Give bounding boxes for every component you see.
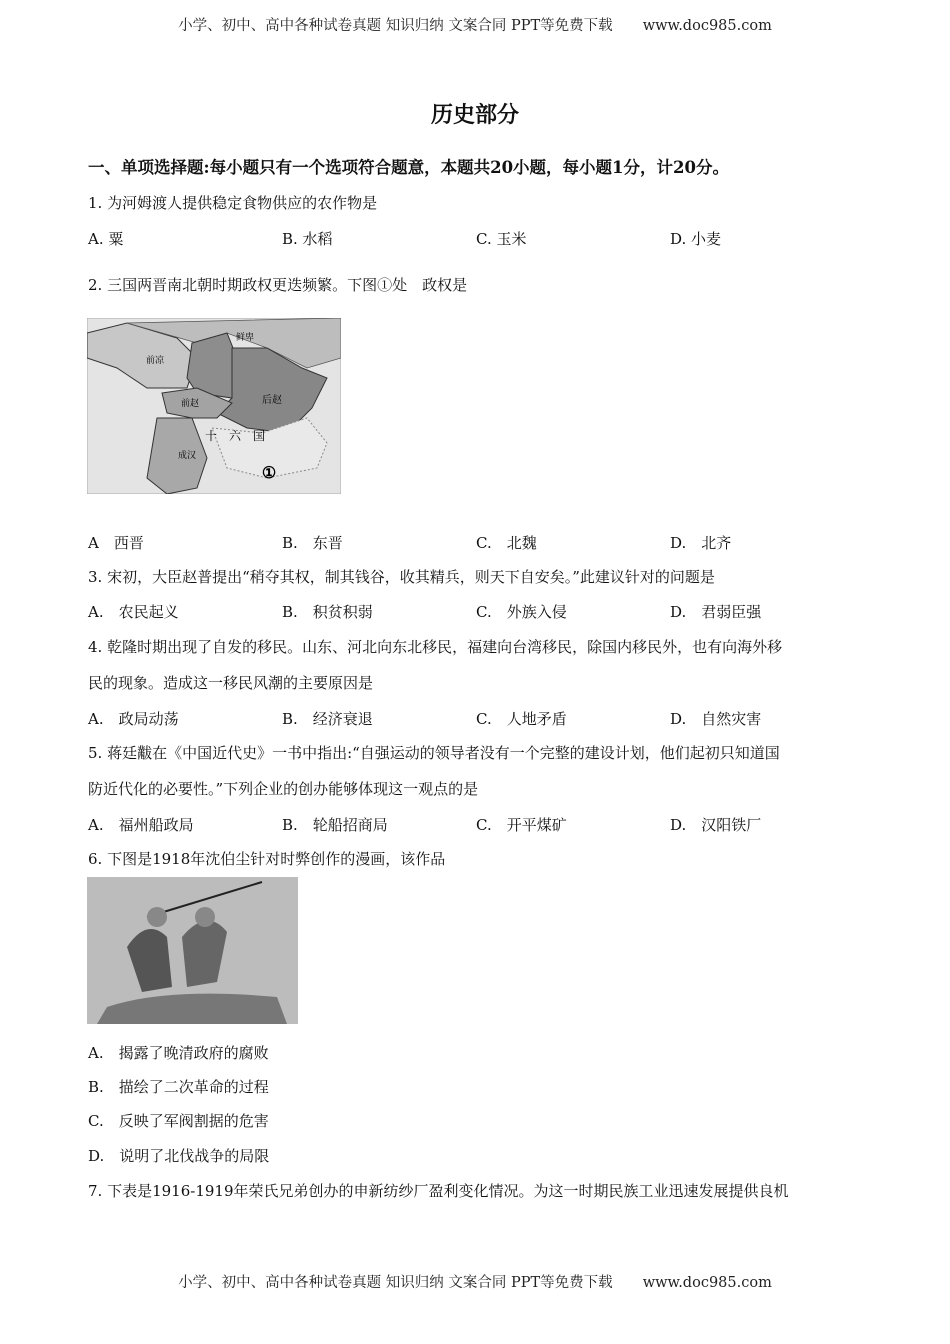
question-2-stem: 2. 三国两晋南北朝时期政权更迭频繁。下图①处 政权是 — [88, 276, 468, 294]
q1-option-d: D. 小麦 — [670, 230, 722, 248]
map-label-xianbei: 鲜卑 — [235, 333, 255, 343]
q3-option-d: D. 君弱臣强 — [670, 603, 762, 621]
q5-option-a: A. 福州船政局 — [88, 816, 194, 834]
q5-option-c: C. 开平煤矿 — [476, 816, 567, 834]
q6-option-c: C. 反映了军阀割据的危害 — [88, 1112, 269, 1130]
page-footer — [0, 1271, 950, 1292]
question-7-stem: 7. 下表是1916-1919年荣氏兄弟创办的申新纺纱厂盈利变化情况。为这一时期民族工业迅速发展提供良机 — [88, 1182, 789, 1200]
q2-option-d: D. 北齐 — [670, 534, 732, 552]
map-marker-1: ① — [261, 463, 277, 482]
question-1-stem: 1. 为河姆渡人提供稳定食物供应的农作物是 — [88, 194, 378, 212]
header-text: 小学、初中、高中各种试卷真题 知识归纳 文案合同 PPT等免费下载 — [178, 18, 613, 34]
question-5-stem: 5. 蒋廷黻在《中国近代史》一书中指出:“自强运动的领导者没有一个完整的建设计划，他们起初只知道国 — [88, 744, 780, 762]
q5-option-d: D. 汉阳铁厂 — [670, 816, 762, 834]
q2-option-c: C. 北魏 — [476, 534, 537, 552]
question-6-stem: 6. 下图是1918年沈伯尘针对时弊创作的漫画，该作品 — [88, 850, 446, 868]
question-5-stem-cont: 防近代化的必要性。”下列企业的创办能够体现这一观点的是 — [88, 780, 479, 798]
map-label-qianzhao: 前赵 — [180, 399, 200, 409]
q4-option-d: D. 自然灾害 — [670, 710, 762, 728]
section-heading: 一、单项选择题:每小题只有一个选项符合题意，本题共20小题，每小题1分，计20分。 — [88, 158, 729, 177]
question-4-stem-cont: 民的现象。造成这一移民风潮的主要原因是 — [88, 674, 374, 692]
q6-option-b: B. 描绘了二次革命的过程 — [88, 1078, 269, 1096]
q1-option-b: B. 水稻 — [282, 230, 333, 248]
q4-option-b: B. 经济衰退 — [282, 710, 373, 728]
map-label-chenghan: 成汉 — [177, 451, 197, 461]
footer-url[interactable]: www.doc985.com — [642, 1275, 772, 1291]
footer-text: 小学、初中、高中各种试卷真题 知识归纳 文案合同 PPT等免费下载 — [178, 1275, 613, 1291]
sixteen-kingdoms-map — [87, 318, 341, 494]
map-label-qianliang: 前凉 — [145, 356, 165, 366]
map-label-sixteen-kingdoms: 十 六 国 — [204, 429, 266, 443]
q2-option-b: B. 东晋 — [282, 534, 343, 552]
page-title: 历史部分 — [430, 102, 519, 128]
q4-option-c: C. 人地矛盾 — [476, 710, 567, 728]
q2-option-a: A 西晋 — [88, 534, 144, 552]
q3-option-a: A. 农民起义 — [88, 603, 179, 621]
q4-option-a: A. 政局动荡 — [88, 710, 179, 728]
question-4-stem: 4. 乾隆时期出现了自发的移民。山东、河北向东北移民，福建向台湾移民，除国内移民外，也有向海外移 — [88, 638, 783, 656]
header-url[interactable]: www.doc985.com — [642, 18, 772, 34]
map-label-houzhao: 后赵 — [262, 395, 282, 406]
q3-option-c: C. 外族入侵 — [476, 603, 567, 621]
question-3-stem: 3. 宋初，大臣赵普提出“稍夺其权，制其钱谷，收其精兵，则天下自安矣。”此建议针对的问题是 — [88, 568, 715, 586]
q1-option-c: C. 玉米 — [476, 230, 527, 248]
q6-option-a: A. 揭露了晚清政府的腐败 — [88, 1044, 269, 1062]
page-header — [0, 14, 950, 35]
political-cartoon-image — [87, 877, 298, 1024]
q1-option-a: A. 粟 — [88, 230, 124, 248]
q5-option-b: B. 轮船招商局 — [282, 816, 388, 834]
q6-option-d: D. 说明了北伐战争的局限 — [88, 1147, 270, 1165]
q3-option-b: B. 积贫积弱 — [282, 603, 373, 621]
